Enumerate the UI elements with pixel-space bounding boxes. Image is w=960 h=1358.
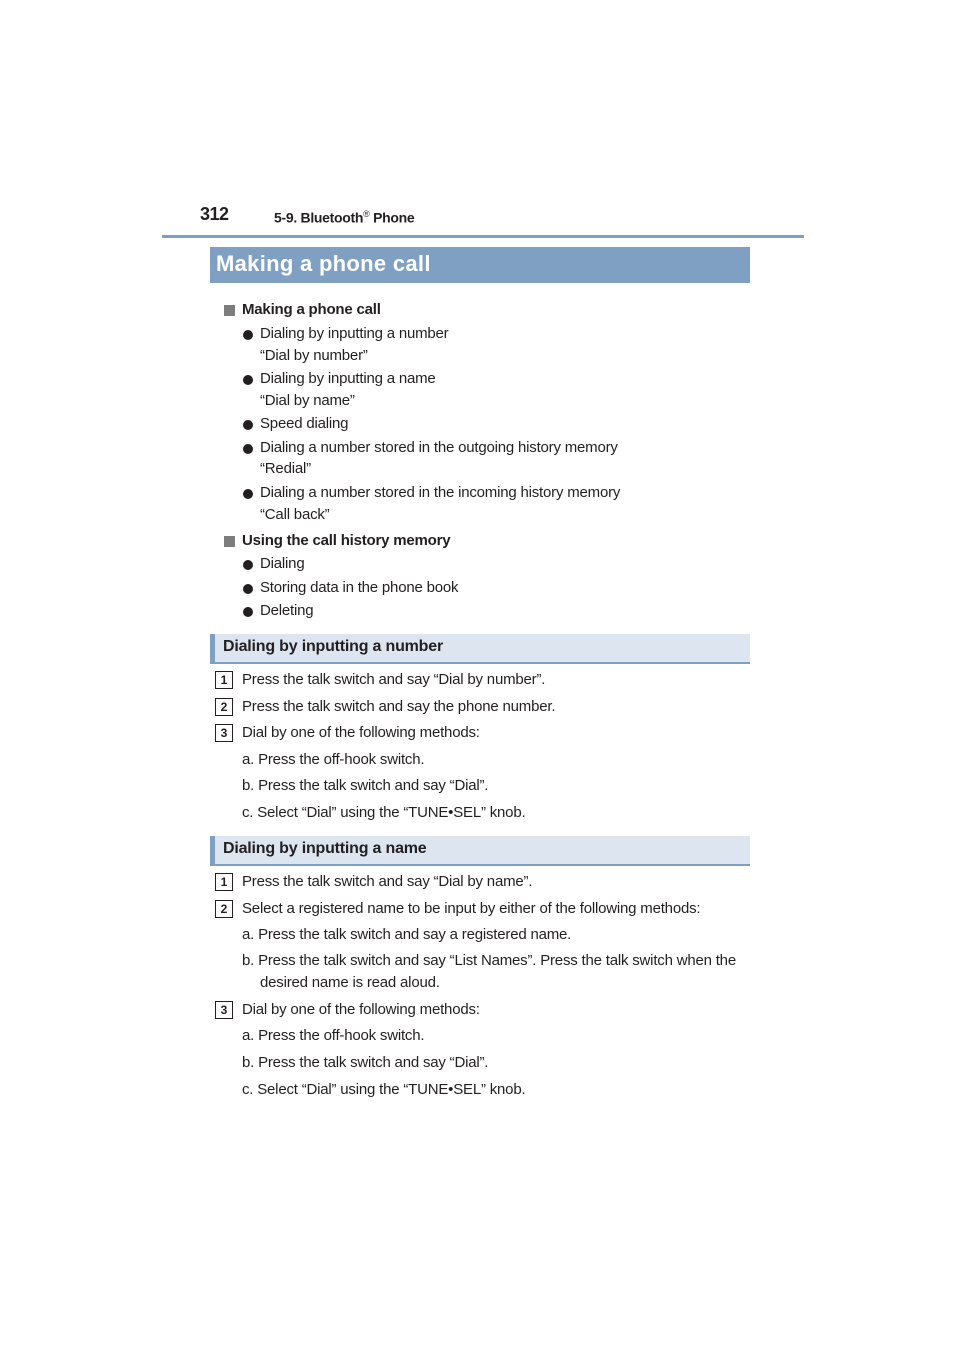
step-number-badge: 1 — [215, 873, 233, 891]
overview-heading-1: Making a phone call — [242, 301, 381, 318]
method-option: a. Press the talk switch and say a registered name. — [242, 926, 572, 943]
step-number-badge: 2 — [215, 698, 233, 716]
list-item: Speed dialing — [260, 415, 349, 432]
list-item-note: “Redial” — [260, 460, 311, 477]
step-text: Dial by one of the following methods: — [242, 1001, 480, 1018]
bullet-icon — [243, 489, 253, 499]
list-item: Dialing by inputting a number — [260, 325, 449, 342]
subsection-heading: Dialing by inputting a name — [223, 840, 427, 857]
overview-heading-2: Using the call history memory — [242, 532, 451, 549]
method-option: c. Select “Dial” using the “TUNE•SEL” knob. — [242, 804, 526, 821]
bullet-icon — [243, 375, 253, 385]
square-bullet-icon — [224, 305, 235, 316]
step-text: Select a registered name to be input by either of the following methods: — [242, 900, 701, 917]
step-text: Dial by one of the following methods: — [242, 724, 480, 741]
section-title: Making a phone call — [216, 251, 431, 276]
page-header — [162, 204, 804, 238]
chapter-label: 5-9. Bluetooth — [274, 209, 364, 226]
subsection-bar-number — [210, 634, 750, 664]
subsection-heading: Dialing by inputting a number — [223, 638, 443, 655]
list-item: Dialing a number stored in the outgoing history memory — [260, 439, 618, 456]
list-item: Deleting — [260, 602, 314, 619]
step-text: Press the talk switch and say the phone number. — [242, 698, 556, 715]
list-item: Dialing — [260, 555, 305, 572]
method-option-continued: desired name is read aloud. — [260, 974, 440, 991]
bullet-icon — [243, 420, 253, 430]
bullet-icon — [243, 607, 253, 617]
registered-mark: ® — [363, 209, 370, 219]
bullet-icon — [243, 584, 253, 594]
step-number-badge: 3 — [215, 1001, 233, 1019]
step-text: Press the talk switch and say “Dial by name”. — [242, 873, 533, 890]
list-item: Dialing a number stored in the incoming history memory — [260, 484, 621, 501]
page-number: 312 — [200, 204, 229, 224]
step-text: Press the talk switch and say “Dial by number”. — [242, 671, 546, 688]
method-option: b. Press the talk switch and say “Dial”. — [242, 1054, 489, 1071]
bullet-icon — [243, 560, 253, 570]
subsection-bar-name — [210, 836, 750, 866]
bullet-icon — [243, 330, 253, 340]
list-item-note: “Dial by number” — [260, 347, 368, 364]
list-item-note: “Call back” — [260, 506, 330, 523]
chapter-title — [274, 209, 414, 226]
step-number-badge: 2 — [215, 900, 233, 918]
method-option: a. Press the off-hook switch. — [242, 751, 425, 768]
method-option: b. Press the talk switch and say “List Names”. Press the talk switch when the — [242, 952, 736, 969]
list-item: Dialing by inputting a name — [260, 370, 436, 387]
section-title-bar — [210, 247, 750, 283]
step-number-badge: 1 — [215, 671, 233, 689]
square-bullet-icon — [224, 536, 235, 547]
step-number-badge: 3 — [215, 724, 233, 742]
chapter-suffix: Phone — [369, 209, 415, 226]
list-item: Storing data in the phone book — [260, 579, 459, 596]
method-option: a. Press the off-hook switch. — [242, 1027, 425, 1044]
list-item-note: “Dial by name” — [260, 392, 355, 409]
method-option: c. Select “Dial” using the “TUNE•SEL” knob. — [242, 1081, 526, 1098]
bullet-icon — [243, 444, 253, 454]
method-option: b. Press the talk switch and say “Dial”. — [242, 777, 489, 794]
